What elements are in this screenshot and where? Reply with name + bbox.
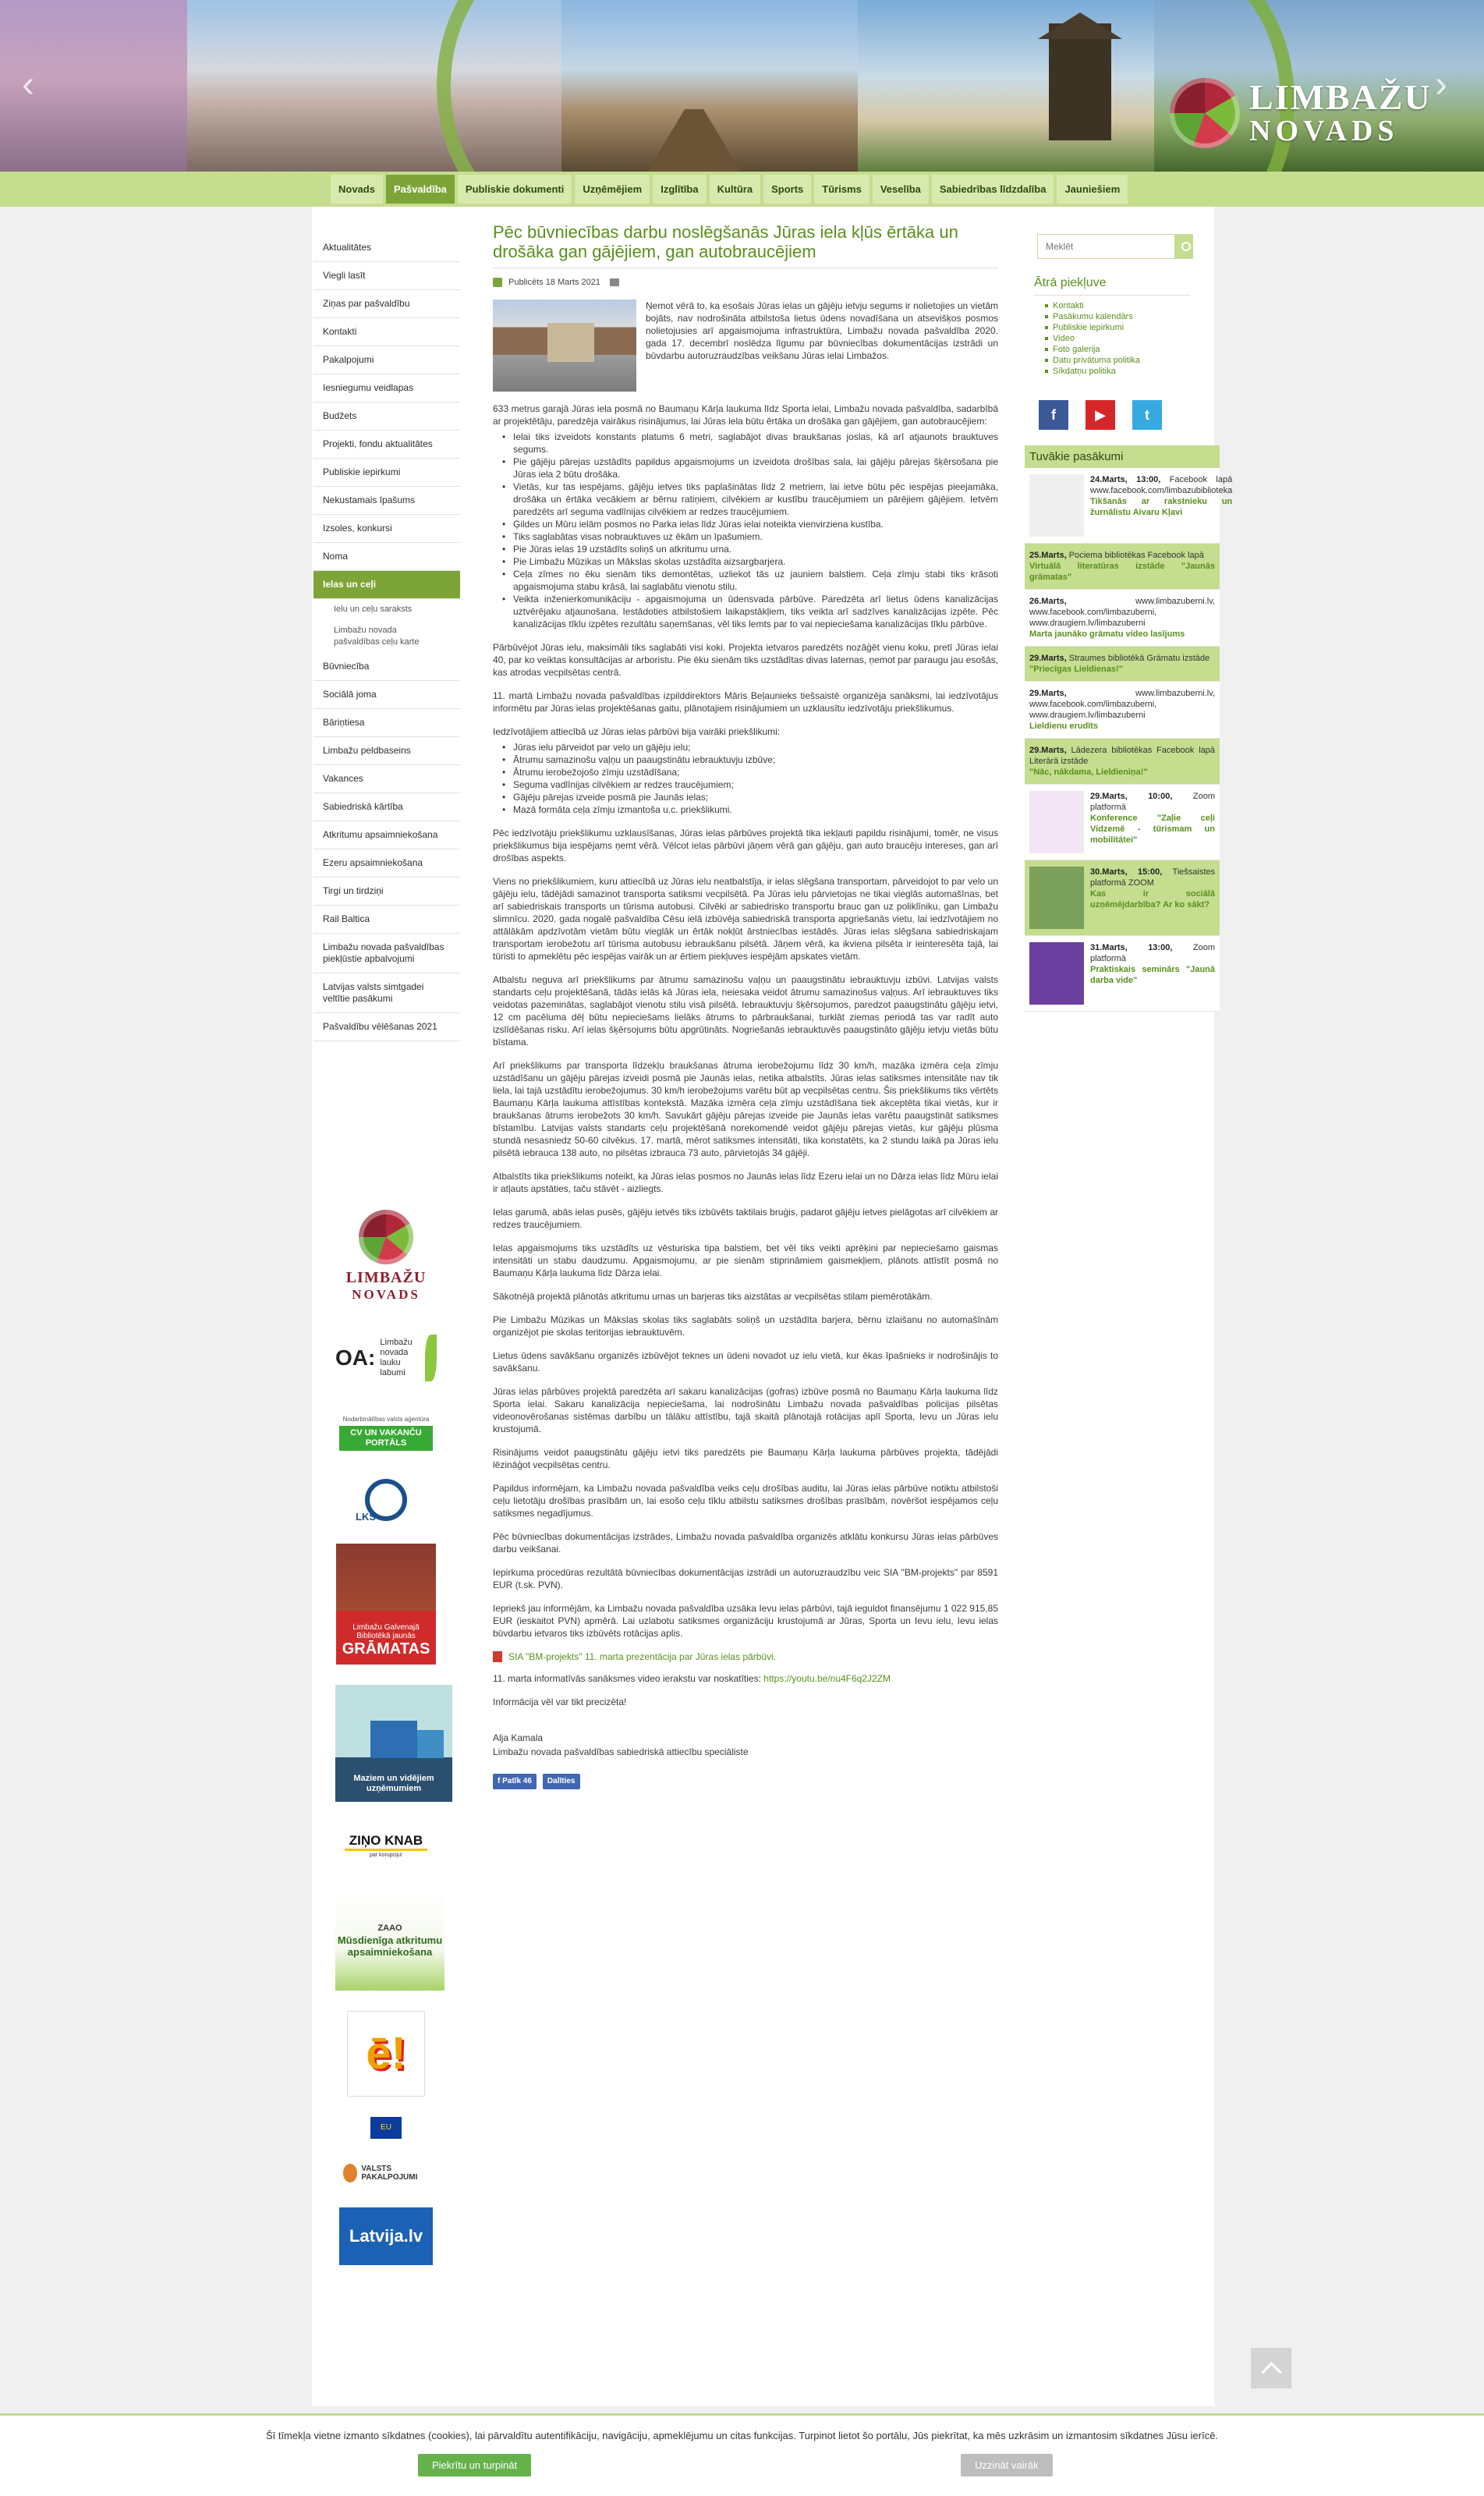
- header-banner: [0, 0, 1484, 172]
- sidebar-item[interactable]: Ziņas par pašvaldību: [313, 290, 460, 318]
- event-date: 25.Marts,: [1029, 551, 1067, 560]
- event-title[interactable]: Virtuālā literatūras izstāde "Jaunās grāmatas": [1029, 562, 1215, 582]
- paragraph: Informācija vēl var tikt precizēta!: [493, 1696, 627, 1707]
- cookie-banner: [0, 2413, 1484, 2496]
- search-icon[interactable]: [1174, 235, 1192, 258]
- logo-ball-icon: [359, 1210, 413, 1264]
- building-icon: [370, 1721, 417, 1758]
- article: [493, 222, 998, 1789]
- site-logo[interactable]: [1170, 78, 1432, 148]
- event-thumbnail[interactable]: [1029, 791, 1084, 853]
- paragraph: Jūras ielas pārbūves projektā paredzēta arī sakaru kanalizācijas (gofras) izbūve posmā no Baumaņu Kārļa laukuma līdz Sporta ielai. Sakaru kanalizācija nepieciešama, lai nodrošinātu Limbažu novada pašvaldības policijas pilsētas videonovērošanas sistēmas darbību un tālāku attīstību, tajā skaitā plānotajā rotācijas aplī Sporta, Ievu un Jūras ielu krustojumā.: [493, 1386, 998, 1434]
- event-item[interactable]: [1025, 682, 1220, 739]
- paragraph: Atbalstu neguva arī priekšlikums par ātrumu samazinošu vaļņu un paaugstinātu iebrauktuvju izbūvi. Latvijas valsts standarts ceļu projektēšanā, tādās ielās kā Jūras iela, neiesaka veidot ātrumu samazinošus vaļņus. Arī iebrauktuves tiks veidotas pazeminātas, saglabājot vienotu stilu visā pilsētā. Iebrauktuvju šķērsojumos, paredzot paaugstinātu gājēju ietvi, 12 cm pacēluma dēļ būtu nepieciešams lielāks ātrums to pārbraukšanai, turklāt ziemas periodā tas var radīt auto izslīdēšanas risku. Arī ielas šķērsojums būtu apgrūtināts. Nogriešanās iebrauktuvēs paaugstināto gājēju ietvju vietās būtu bīstama.: [493, 974, 998, 1048]
- banner-text: ZAAO: [377, 1923, 402, 1933]
- paragraph: Ielas apgaismojums tiks uzstādīts uz vēsturiska tipa balstiem, bet vēl tiks veikti aprēķini par nepieciešamo gaismas intensitāti un stabu daudzumu. Apgaismojumu, ar pie sienām stiprināmiem gaismekļiem, plānots attīstīt posmā no Baumaņu Kārļa laukuma līdz Dārza ielai.: [493, 1243, 998, 1278]
- list-item: • Mazā formāta ceļa zīmju izmantoša u.c. priekšlikumi.: [502, 803, 998, 816]
- event-text: Zoom platformā: [1090, 792, 1215, 812]
- video-paragraph: [493, 1672, 998, 1685]
- video-link[interactable]: https://youtu.be/nu4F6q2J2ZM: [763, 1673, 891, 1684]
- event-time: 10:00,: [1148, 792, 1173, 801]
- banner-text: Limbažu novada lauku labumi: [380, 1338, 413, 1377]
- event-item[interactable]: [1025, 785, 1220, 860]
- event-title[interactable]: Praktiskais seminārs "Jaunā darba vide": [1090, 965, 1215, 985]
- banner-zino-knab[interactable]: [343, 1822, 429, 1869]
- event-item[interactable]: [1025, 936, 1220, 1012]
- topnav-item[interactable]: Sports: [763, 175, 811, 204]
- banner-cv-portals[interactable]: [339, 1409, 433, 1456]
- events-title: Tuvākie pasākumi: [1025, 445, 1220, 468]
- pdf-attachment: [493, 1650, 998, 1663]
- banner-zaao[interactable]: [335, 1889, 444, 1991]
- sidebar-item[interactable]: Limbažu novada pašvaldības piekļūstie apbalvojumi: [313, 934, 460, 973]
- list-item: • Tiks saglabātas visas nobrauktuves uz ēkām un īpašumiem.: [502, 530, 998, 543]
- quick-access-link[interactable]: Publiskie iepirkumi: [1045, 322, 1209, 333]
- paragraph: Pēc būvniecības dokumentācijas izstrādes, Limbažu novada pašvaldība organizēs atklātu konkursu Jūras ielas pārbūves darbu veikšanai.: [493, 1531, 998, 1555]
- event-title[interactable]: Marta jaunāko grāmatu video lasījums: [1029, 629, 1185, 639]
- sidebar-item[interactable]: Kontakti: [313, 318, 460, 346]
- paragraph: Ielas garumā, abās ielas pusēs, gājēju ietvēs tiks izbūvēts taktilais bruģis, padarot gājēju ietves pielāgotas arī cilvēkiem ar redzes traucējumiem.: [493, 1207, 998, 1230]
- banner-text: GRĀMATAS: [342, 1640, 430, 1658]
- paragraph: Iepirkuma procedūras rezultātā būvniecības dokumentācijas izstrādi un autoruzraudzību veic SIA "BM-projekts" par 8591 EUR (t.sk. PVN).: [493, 1567, 998, 1590]
- event-date: 29.Marts,: [1029, 746, 1067, 755]
- logo-line1: LIMBAŽU: [1249, 77, 1432, 117]
- event-text: www.limbazuberni.lv, www.facebook.com/limbazuberni, www.draugiem.lv/limbazuberni: [1029, 689, 1215, 720]
- publish-date: Publicēts 18 Marts 2021: [508, 278, 601, 287]
- event-thumbnail[interactable]: [1029, 474, 1084, 537]
- author-name: Alja Kamala: [493, 1732, 544, 1743]
- right-column: [1028, 234, 1233, 1012]
- banner-jaunas-gramatas[interactable]: [336, 1544, 436, 1665]
- list-item: • Vietās, kur tas iespējams, gājēju ietves tiks paplašinātas līdz 2 metriem, lai ietve būtu pēc iespējas pieejamāka, drošāka un ērtāka vecākiem ar bērnu ratiņiem, cilvēkiem ar kustību traucējumiem un pārējiem gājējiem. Ietvēm paredzēts arī seguma vadlīnijas cilvēkiem ar redzes traucējumiem.: [502, 480, 998, 518]
- paragraph: Arī priekšlikums par transporta līdzekļu braukšanas ātruma ierobežojumu līdz 30 km/h, mazāka izmēra ceļa zīmju uzstādīšanu un gājēju pārejas izveidi posmā pie Jaunās ielas, netika atbalstīts. Jūras ielas satiksmes intensitāte nav tik liela, lai tajā uzstādītu ierobežojumus. 30 km/h ierobežojums varētu būt ap vecpilsētas centru. Šis priekšlikums tiks vērtēts Baumaņu Kārļa laukuma attīstības kontekstā. Mazāka izmēra ceļa zīmju uzstādīšana tiek akceptēta tikai vietās, kur ir braukšanas ātrums ierobežots 30 km/h. Savukārt gājēju pārejas izveide pie Jaunās ielas varētu paaugstināt satiksmes bīstamību. Latvijas valsts standarts ceļu projektēšanā norekomendē veidot gājēju pārejas vietās, kur gājēju plūsma stundā nesasniedz 50-60 cilvēkus. 17. martā, mērot satiksmes intensitāti, tika konstatēts, ka 2 stundu laikā pa Jūras ielu pilsētā iebrauca 138 auto, no pilsētas izbrauca 73 auto, pārvietojās 34 gājēji.: [493, 1060, 998, 1158]
- event-date: 31.Marts,: [1090, 943, 1128, 952]
- event-thumbnail[interactable]: [1029, 867, 1084, 929]
- sidebar-item[interactable]: Tirgi un tirdziņi: [313, 878, 460, 906]
- list-item: • Ātrumu samazinošu vaļņu un paaugstinātu iebrauktuvju izbūve;: [502, 753, 998, 766]
- paragraph: Pēc iedzīvotāju priekšlikumu uzklausīšanas, Jūras ielas pārbūves projektā tika iekļauti papildu risinājumi, tomēr, ne visus priekšlikumus bija iespējams ņemt vērā. Vēlcot ielas pārbūvi jāņem vērā gan gājēju, gan auto braucēju intereses, gan arī drošības aspekts.: [493, 828, 998, 863]
- event-title[interactable]: Konference "Zaļie ceļi Vidzemē - tūrismam un mobilitātei": [1090, 814, 1215, 845]
- sidebar-item[interactable]: Aktualitātes: [313, 234, 460, 262]
- sidebar-banners: [335, 1205, 443, 2285]
- banner-lks[interactable]: [347, 1477, 425, 1523]
- banner-text: Mūsdienīga atkritumu apsaimniekošana: [337, 1934, 443, 1958]
- paragraph: Risinājums veidot paaugstinātu gājēju ietvi tiks paredzēts pie Baumaņu Kārļa laukuma pārbūves projekta, tādējādi lēzināģot vecpilsētas centru.: [493, 1447, 998, 1470]
- event-text: Straumes bibliotēkā Grāmatu izstāde: [1068, 654, 1210, 663]
- paragraph: Sākotnējā projektā plānotās atkritumu urnas un barjeras tiks aizstātas ar vecpilsētas stilam piemērotākām.: [493, 1291, 933, 1302]
- sidebar-item[interactable]: Pakalpojumi: [313, 346, 460, 374]
- sidebar-item[interactable]: Atkritumu apsaimniekošana: [313, 821, 460, 849]
- topnav-item[interactable]: Izglītība: [653, 175, 706, 204]
- lks-logo-icon: [356, 1479, 407, 1523]
- list-item: • Pie gājēju pārejas uzstādīts papildus apgaismojums un izveidota drošības sala, lai gājēju pārejas šķērsošana pie Jūras iela 2 būtu drošāka.: [502, 456, 998, 480]
- event-date: 29.Marts,: [1029, 654, 1067, 663]
- logo-ball-icon: [1170, 78, 1240, 148]
- banner-text: CV UN VAKANČU PORTĀLS: [339, 1426, 433, 1451]
- cookie-text: Šī tīmekļa vietne izmanto sīkdatnes (cookies), lai pārvaldītu autentifikāciju, navigāciju, apmeklējumu un citas funkcijas. Turpinot lietot šo portālu, Jūs piekrītat, ka mēs uzkrāsim un izmantosim sīkdatnes Jūsu ierīcē.: [265, 2430, 1219, 2441]
- sidebar-item[interactable]: Bāriņtiesa: [313, 709, 460, 737]
- quick-access-title: Ātrā piekļuve: [1034, 276, 1190, 296]
- lead-text: Ņemot vērā to, ka esošais Jūras ielas un gājēju ietvju segums ir nolietojies un vietām bojāts, nav nodrošināta atbilstoša lietus ūdens novadīšana un atsevišķos posmos nolietojusies arī apgaismojuma infrastruktūra, Limbažu novada pašvaldība 2020. gada 17. decembrī noslēdza līgumu par būvniecības dokumentācijas izstrādi un būvdarbu autoruzraudzības veikšanu Jūras ielai Limbažos.: [646, 300, 998, 361]
- sidebar-item[interactable]: Ielu un ceļu saraksts: [313, 599, 460, 620]
- sidebar-item[interactable]: Pašvaldību vēlēšanas 2021: [313, 1013, 460, 1041]
- banner-valsts-pakalpojumi[interactable]: [343, 2159, 429, 2187]
- paragraph: Lietus ūdens savākšanu organizēs izbūvējot teknes un ūdeni novadot uz ielu vietā, kur ēkas īpašnieks ir nodrošinājis to savākšanu.: [493, 1350, 998, 1374]
- event-time: 15:00,: [1138, 867, 1163, 877]
- bullet-list: [502, 431, 998, 630]
- event-item[interactable]: [1025, 468, 1233, 544]
- quick-access-link[interactable]: Video: [1045, 333, 1209, 344]
- pdf-icon: [493, 1651, 502, 1662]
- event-title[interactable]: Kas ir sociālā uzņēmējdarbība? Ar ko sākt?: [1090, 889, 1215, 909]
- sidebar-item[interactable]: Iesniegumu veidlapas: [313, 374, 460, 402]
- event-time: 13:00,: [1136, 475, 1161, 484]
- event-date: 29.Marts,: [1029, 689, 1067, 698]
- sidebar-item[interactable]: Sociālā joma: [313, 681, 460, 709]
- topnav-item[interactable]: Publiskie dokumenti: [458, 175, 572, 204]
- event-title[interactable]: "Nāc, nākdama, Lieldieniņa!": [1029, 768, 1148, 777]
- list-item: • Gājēju pārejas izveide posmā pie Jaunās ielas;: [502, 791, 998, 803]
- topnav-item[interactable]: Novads: [331, 175, 383, 204]
- list-item: • Ielai tiks izveidots konstants platums 6 metri, saglabājot divas braukšanas joslas, kā arī atjaunots brauktuves segums.: [502, 431, 998, 456]
- topnav-item[interactable]: Sabiedrības līdzdalība: [932, 175, 1054, 204]
- upcoming-events: [1025, 445, 1233, 1012]
- event-item[interactable]: [1025, 544, 1220, 590]
- banner-text: LKS: [356, 1511, 376, 1523]
- quick-access-list: [1045, 300, 1209, 377]
- list-item: • Veikta inženierkomunikāciju - apgaismojuma un ūdensvada pārbūve. Paredzēta arī lietus ūdens kanalizācijas uztvērējaku atjaunošana. Iestādoties atbilstošiem laikapstākļiem, tiks veikta arī sadzīves kanalizācijas izpēte. Pēc kanalizācijas tīklu izpētes rezultātu saņemšanas, vēl tiks lemts par to vai nepieciešama kanalizācijas tīklu pārbūve.: [502, 593, 998, 630]
- cookie-more-button[interactable]: Uzzināt vairāk: [961, 2454, 1053, 2476]
- event-time: 13:00,: [1148, 943, 1173, 952]
- sidebar-item[interactable]: Rail Baltica: [313, 906, 460, 934]
- search-box: [1037, 234, 1193, 259]
- sidebar-item[interactable]: Ielas un ceļi: [313, 571, 460, 599]
- paragraph: Iepriekš jau informējām, ka Limbažu novada pašvaldība uzsāka Ievu ielas pārbūvi, tajā ieguldot finansējumu 1 022 915,85 EUR (ieskaitot PVN) apmērā. Lai uzlabotu satiksmes organizāciju krustojumā ar Jūras, Sporta un Ievu ielu, Ievu ielas būvdarbu ietvaros tiks izbūvēts rotācijas aplis.: [493, 1603, 998, 1639]
- article-lead: [493, 300, 998, 392]
- event-text: Facebook lapā www.facebook.com/limbazubiblioteka: [1090, 475, 1233, 495]
- quick-access-link[interactable]: Kontakti: [1045, 300, 1209, 311]
- banner-text: Maziem un vidējiem uzņēmumiem: [353, 1774, 434, 1793]
- banner-text: par korupciju!: [369, 1852, 403, 1858]
- facebook-like-button[interactable]: f Patīk 46: [493, 1774, 537, 1789]
- banner-text: NOVADS: [352, 1286, 420, 1302]
- paragraph: Atbalstīts tika priekšlikums noteikt, ka Jūras ielas posmos no Jaunās ielas līdz Ezeru ielai un no Dārza ielas līdz Mūru ielai ir atļauts apstāties, taču stāvēt - aizliegts.: [493, 1171, 998, 1194]
- author-role: Limbažu novada pašvaldības sabiedriskā attiecību speciāliste: [493, 1746, 749, 1757]
- banner-text: VALSTS PAKALPOJUMI: [361, 2164, 418, 2182]
- banner-text: ZIŅO KNAB: [345, 1833, 427, 1851]
- event-title[interactable]: Tikšanās ar rakstnieku un žurnālistu Aivaru Kļavi: [1090, 497, 1233, 517]
- slider-next-icon[interactable]: ›: [1435, 64, 1447, 105]
- bullet-list: [502, 741, 998, 816]
- leaf-icon: [425, 1335, 437, 1381]
- banner-text: LIMBAŽU: [345, 1268, 427, 1286]
- event-thumbnail[interactable]: [1029, 942, 1084, 1005]
- share-buttons: [493, 1774, 998, 1789]
- paragraph: 633 metrus garajā Jūras iela posmā no Baumaņu Kārļa laukuma līdz Sporta ielai, Limbažu novada pašvaldība, sadarbībā ar projektētāju, paredzēja vairākus risinājumus, lai Jūras iela būtu ērtāka un drošāka gan gājējiem, gan autobraucējiem:: [493, 403, 998, 427]
- vp-logo-icon: [343, 2164, 357, 2182]
- sidebar-item[interactable]: Ezeru apsaimniekošana: [313, 849, 460, 878]
- banner-text: ē!: [366, 2028, 406, 2079]
- event-title[interactable]: Lieldienu erudīts: [1029, 722, 1099, 731]
- sidebar-item[interactable]: Latvijas valsts simtgadei veltītie pasākumi: [313, 973, 460, 1013]
- banner-uznemumiem[interactable]: [335, 1685, 452, 1802]
- list-item: • Ātrumu ierobežojošo zīmju uzstādīšana;: [502, 766, 998, 778]
- topnav-item[interactable]: Tūrisms: [814, 175, 870, 204]
- event-date: 24.Marts,: [1090, 475, 1128, 484]
- print-icon[interactable]: [610, 278, 619, 286]
- topnav-item[interactable]: Veselība: [873, 175, 929, 204]
- quick-access-link[interactable]: Foto galerija: [1045, 344, 1209, 355]
- banner-limbazu-novads[interactable]: [335, 1205, 437, 1306]
- page-title: Pēc būvniecības darbu noslēgšanās Jūras iela kļūs ērtāka un drošāka gan gājējiem, gan autobraucējiem: [493, 222, 998, 268]
- main-navigation: [0, 172, 1484, 207]
- search-input[interactable]: [1038, 235, 1174, 258]
- list-item: • Ceļa zīmes no ēku sienām tiks demontētas, uzliekot tās uz jauniem balstiem. Ceļa zīmju stabi tiks krāsoti apgaismojuma stabu krāsā, lai saglabātu vienotu stilu.: [502, 568, 998, 593]
- paragraph: Iedzīvotājiem attiecībā uz Jūras ielas pārbūvi bija vairāki priekšlikumi:: [493, 726, 781, 737]
- scroll-to-top-button[interactable]: [1251, 2348, 1291, 2388]
- paragraph: Viens no priekšlikumiem, kuru attiecībā uz Jūras ielu neatbalstīja, ir ielas slēgšana transportam, pārveidojot to par velo un gājēju ielu, tādējādi samazinot transporta satiksmi vecpilsētā. Pa Jūras ielu pārvietojas ne tikai vieglās automašīnas, bet arī sabiedriskais transports un tūrisma autobusi. Cilvēki ar sabiedrisko transportu brauc gan uz poliklīniku, gan Limbažu slimnīcu. 2020. gada nogalē pašvaldība Cēsu ielā izbūvēja sabiedriskā transporta apgriešanās vietu, lai iedzīvotājiem no attālākām apdzīvotām vietām būtu vieglāk un ērtāk nokļūt ārstniecības iestādēs. Jūras ielas slēgšana sabiedriskajam transportam ierobežotu arī tūrisma autobusu iebraukšanu pilsētā. Jāņem vērā, ka ikviena pilsēta ir ieinteresēta tajā, lai tūristi to apmeklētu pēc iespējas vairāk un ar ērtiem piekļuves iespējām apskates vietām.: [493, 876, 998, 962]
- article-photo[interactable]: [493, 300, 636, 392]
- eu-flag-icon: EU: [370, 2117, 402, 2139]
- sidebar-item[interactable]: Limbažu peldbaseins: [313, 737, 460, 765]
- paragraph: Pie Limbažu Mūzikas un Mākslas skolas tiks saglabāts soliņš un uzstādīta barjera, bērnu izlaišanu no automašīnām organizējot pie skolas teritorijas iebrauktuvēm.: [493, 1314, 998, 1338]
- event-title[interactable]: "Priecīgas Lieldienas!": [1029, 665, 1123, 674]
- banner-decor-arch: [437, 0, 671, 172]
- logo-line2: NOVADS: [1249, 115, 1399, 147]
- paragraph: 11. martā Limbažu novada pašvaldības izpilddirektors Māris Beļaunieks tiešsaistē organizēja sanāksmi, lai iedzīvotājus informētu par Jūras ielas projektēšanas gaitu, plānotajiem risinājumiem un uzklausītu iedzīvotāju priekšlikumus.: [493, 690, 998, 714]
- event-text: Pociema bibliotēkas Facebook lapā: [1068, 551, 1204, 560]
- banner-latvija-lv[interactable]: Latvija.lv: [339, 2207, 433, 2265]
- sidebar-item[interactable]: Budžets: [313, 402, 460, 431]
- sidebar-item[interactable]: Viegli lasīt: [313, 262, 460, 290]
- list-item: • Ģildes un Mūru ielām posmos no Parka ielas līdz Jūras ielai noteikta vienvirziena kustība.: [502, 518, 998, 530]
- list-item: • Jūras ielu pārveidot par velo un gājēju ielu;: [502, 741, 998, 753]
- event-date: 29.Marts,: [1090, 792, 1128, 801]
- event-date: 26.Marts,: [1029, 597, 1067, 606]
- cookie-accept-button[interactable]: Piekrītu un turpināt: [418, 2454, 531, 2476]
- event-date: 30.Marts,: [1090, 867, 1128, 877]
- list-item: • Pie Jūras ielas 19 uzstādīts soliņš un atkritumu urna.: [502, 543, 998, 555]
- sidebar-item[interactable]: Nekustamais īpašums: [313, 487, 460, 515]
- sidebar-item[interactable]: Būvniecība: [313, 653, 460, 681]
- social-links: [1039, 400, 1209, 430]
- paragraph: Papildus informējam, ka Limbažu novada pašvaldība veiks ceļu drošības auditu, lai Jūras ielas pārbūve notiktu atbilstoši ceļu lietotāju drošības prasībām un, lai esošo ceļu tīklu atbilstu satiksmes drošības prasībām, novēršot iespējamos ceļu satiksmes negadījumus.: [493, 1483, 998, 1519]
- article-meta: [493, 276, 998, 289]
- event-item[interactable]: [1025, 590, 1220, 647]
- topnav-item[interactable]: Jauniešiem: [1057, 175, 1128, 204]
- sidebar-item[interactable]: Izsoles, konkursi: [313, 515, 460, 543]
- topnav-item[interactable]: Uzņēmējiem: [575, 175, 650, 204]
- event-text: Tiešsaistes platformā ZOOM: [1090, 867, 1215, 888]
- topnav-item[interactable]: Pašvaldība: [386, 175, 455, 204]
- sidebar-item[interactable]: Vakances: [313, 765, 460, 793]
- page-content: [312, 207, 1233, 2406]
- event-item[interactable]: [1025, 739, 1220, 785]
- banner-e-latvija[interactable]: [347, 2011, 425, 2097]
- event-text: Zoom platformā: [1090, 943, 1215, 963]
- sidebar-item[interactable]: Limbažu novada pašvaldības ceļu karte: [313, 620, 460, 653]
- twitter-icon[interactable]: t: [1132, 400, 1162, 430]
- banner-text: Nodarbinātības valsts aģentūra: [342, 1415, 430, 1423]
- banner-lauku-labumi[interactable]: [335, 1327, 437, 1389]
- slider-prev-icon[interactable]: ‹: [22, 64, 34, 105]
- list-item: • Pie Limbažu Mūzikas un Mākslas skolas uzstādīta aizsargbarjera.: [502, 555, 998, 568]
- event-text: www.limbazuberni.lv, www.facebook.com/limbazuberni, www.draugiem.lv/limbazuberni: [1029, 597, 1215, 628]
- banner-watchtower: [1049, 23, 1111, 140]
- facebook-share-button[interactable]: Dalīties: [543, 1774, 580, 1789]
- sidebar-item[interactable]: Sabiedriskā kārtība: [313, 793, 460, 821]
- banner-text: Limbažu Galvenajā Bibliotēkā jaunās: [352, 1623, 420, 1640]
- quick-access: [1028, 276, 1209, 377]
- event-text: Lādezera bibliotēkas Facebook lapā Literārā izstāde: [1029, 746, 1215, 766]
- banner-glyph: OA:: [335, 1346, 376, 1370]
- calendar-icon: [493, 278, 502, 287]
- youtube-icon[interactable]: ▶: [1086, 400, 1115, 430]
- quick-access-link[interactable]: Datu privātuma politika: [1045, 355, 1209, 366]
- sidebar-item[interactable]: Projekti, fondu aktualitātes: [313, 431, 460, 459]
- topnav-item[interactable]: Kultūra: [710, 175, 761, 204]
- paragraph: Pārbūvējot Jūras ielu, maksimāli tiks saglabāti visi koki. Projekta ietvaros paredzēts nozāģēt vienu koku, pretī Jūras ielai 40, par ko veiktas konsultācijas ar arboristu. Pie ēku sienām tiks uzstādītas divas laternas, ņemot par paraugu jau esošās, kas atrodas vecpilsētas centrā.: [493, 642, 998, 678]
- sidebar-item[interactable]: Publiskie iepirkumi: [313, 459, 460, 487]
- quick-access-link[interactable]: Sīkdatņu politika: [1045, 366, 1209, 377]
- event-item[interactable]: [1025, 860, 1220, 936]
- video-text: 11. marta informatīvās sanāksmes video ierakstu var noskatīties:: [493, 1673, 764, 1684]
- list-item: • Seguma vadlīnijas cilvēkiem ar redzes traucējumiem;: [502, 778, 998, 791]
- event-item[interactable]: [1025, 647, 1220, 682]
- facebook-icon[interactable]: f: [1039, 400, 1068, 430]
- pdf-link[interactable]: SIA "BM-projekts" 11. marta prezentācija par Jūras ielas pārbūvi.: [508, 1651, 777, 1662]
- sidebar-navigation: [313, 234, 460, 1041]
- quick-access-link[interactable]: Pasākumu kalendārs: [1045, 311, 1209, 322]
- sidebar-item[interactable]: Noma: [313, 543, 460, 571]
